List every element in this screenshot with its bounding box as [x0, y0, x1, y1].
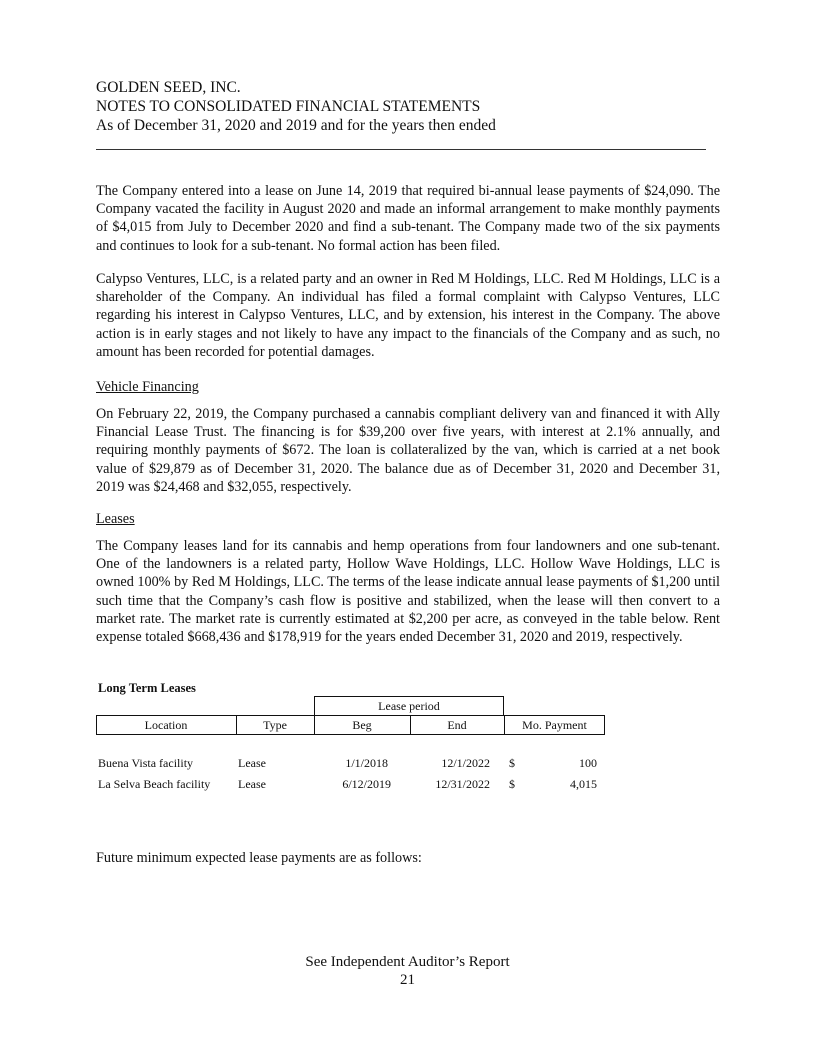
paragraph-vehicle: On February 22, 2019, the Company purchased a cannabis compliant delivery van and financed it with Ally Financial Lease Trust. The financing is for $39,200 over five years, with interest at 2.1% annually, and requiring monthly payments of $672. The loan is collateralized by the van, which is carried at a net book value of $29,879 as of December 31, 2020. The balance due as of December 31, 2020 and December 31, 2019 was $24,468 and $32,055, respectively.	[96, 406, 720, 495]
section-heading-leases: Leases	[96, 511, 135, 527]
header-rule	[96, 149, 706, 150]
table-title: Long Term Leases	[98, 681, 196, 695]
column-header-beg: Beg	[352, 718, 372, 732]
page-number: 21	[400, 972, 415, 988]
paragraph-future-payments: Future minimum expected lease payments are as follows:	[96, 850, 422, 866]
table-cell-payment: 4,015	[570, 777, 597, 791]
table-cell-currency: $	[509, 777, 515, 791]
table-cell-location: Buena Vista facility	[98, 756, 194, 770]
table-cell-beg: 1/1/2018	[345, 756, 388, 770]
paragraph-leases: The Company leases land for its cannabis and hemp operations from four landowners and one sub-tenant. One of the landowners is a related party, Hollow Wave Holdings, LLC. Hollow Wave Holdings, LLC is owned 100% by Red M Holdings, LLC. The terms of the lease indicate annual lease payments of $1,200 until such time that the Company’s cash flow is positive and stabilized, when the lease will then convert to a market rate. The market rate is currently estimated at $2,200 per acre, as conveyed in the table below. Rent expense totaled $668,436 and $178,919 for the years ended December 31, 2020 and 2019, respectively.	[96, 538, 720, 646]
company-name: GOLDEN SEED, INC.	[96, 79, 241, 96]
column-header-type: Type	[263, 718, 287, 732]
reporting-period: As of December 31, 2020 and 2019 and for the years then ended	[96, 117, 496, 134]
table-cell-currency: $	[509, 756, 515, 770]
table-cell-beg: 6/12/2019	[342, 777, 391, 791]
table-cell-end: 12/1/2022	[441, 756, 490, 770]
lease-period-header: Lease period	[378, 699, 440, 713]
paragraph-lease-vacate: The Company entered into a lease on June 14, 2019 that required bi-annual lease payments of $24,090. The Company vacated the facility in August 2020 and made an informal arrangement to make monthly payments of $4,015 from July to December 2020 and find a sub-tenant. The Company made two of the six payments and continues to look for a sub-tenant. No formal action has been filed.	[96, 183, 720, 254]
column-header-location: Location	[144, 718, 188, 732]
column-header-end: End	[447, 718, 467, 732]
table-cell-payment: 100	[579, 756, 597, 770]
paragraph-calypso: Calypso Ventures, LLC, is a related party and an owner in Red M Holdings, LLC. Red M Holdings, LLC is a shareholder of the Company. An individual has filed a formal complaint with Calypso Ventures, LLC regarding his interest in Calypso Ventures, LLC, and by extension, his interest in the Company. The above action is in early stages and not likely to have any impact to the financials of the Company and as such, no amount has been recorded for potential damages.	[96, 271, 720, 360]
column-header-payment: Mo. Payment	[522, 718, 587, 732]
section-heading-vehicle: Vehicle Financing	[96, 379, 199, 395]
table-cell-type: Lease	[238, 777, 266, 791]
document-title: NOTES TO CONSOLIDATED FINANCIAL STATEMENTS	[96, 98, 481, 115]
table-cell-end: 12/31/2022	[435, 777, 490, 791]
table-cell-type: Lease	[238, 756, 266, 770]
table-cell-location: La Selva Beach facility	[98, 777, 211, 791]
auditor-report-note: See Independent Auditor’s Report	[305, 954, 510, 970]
